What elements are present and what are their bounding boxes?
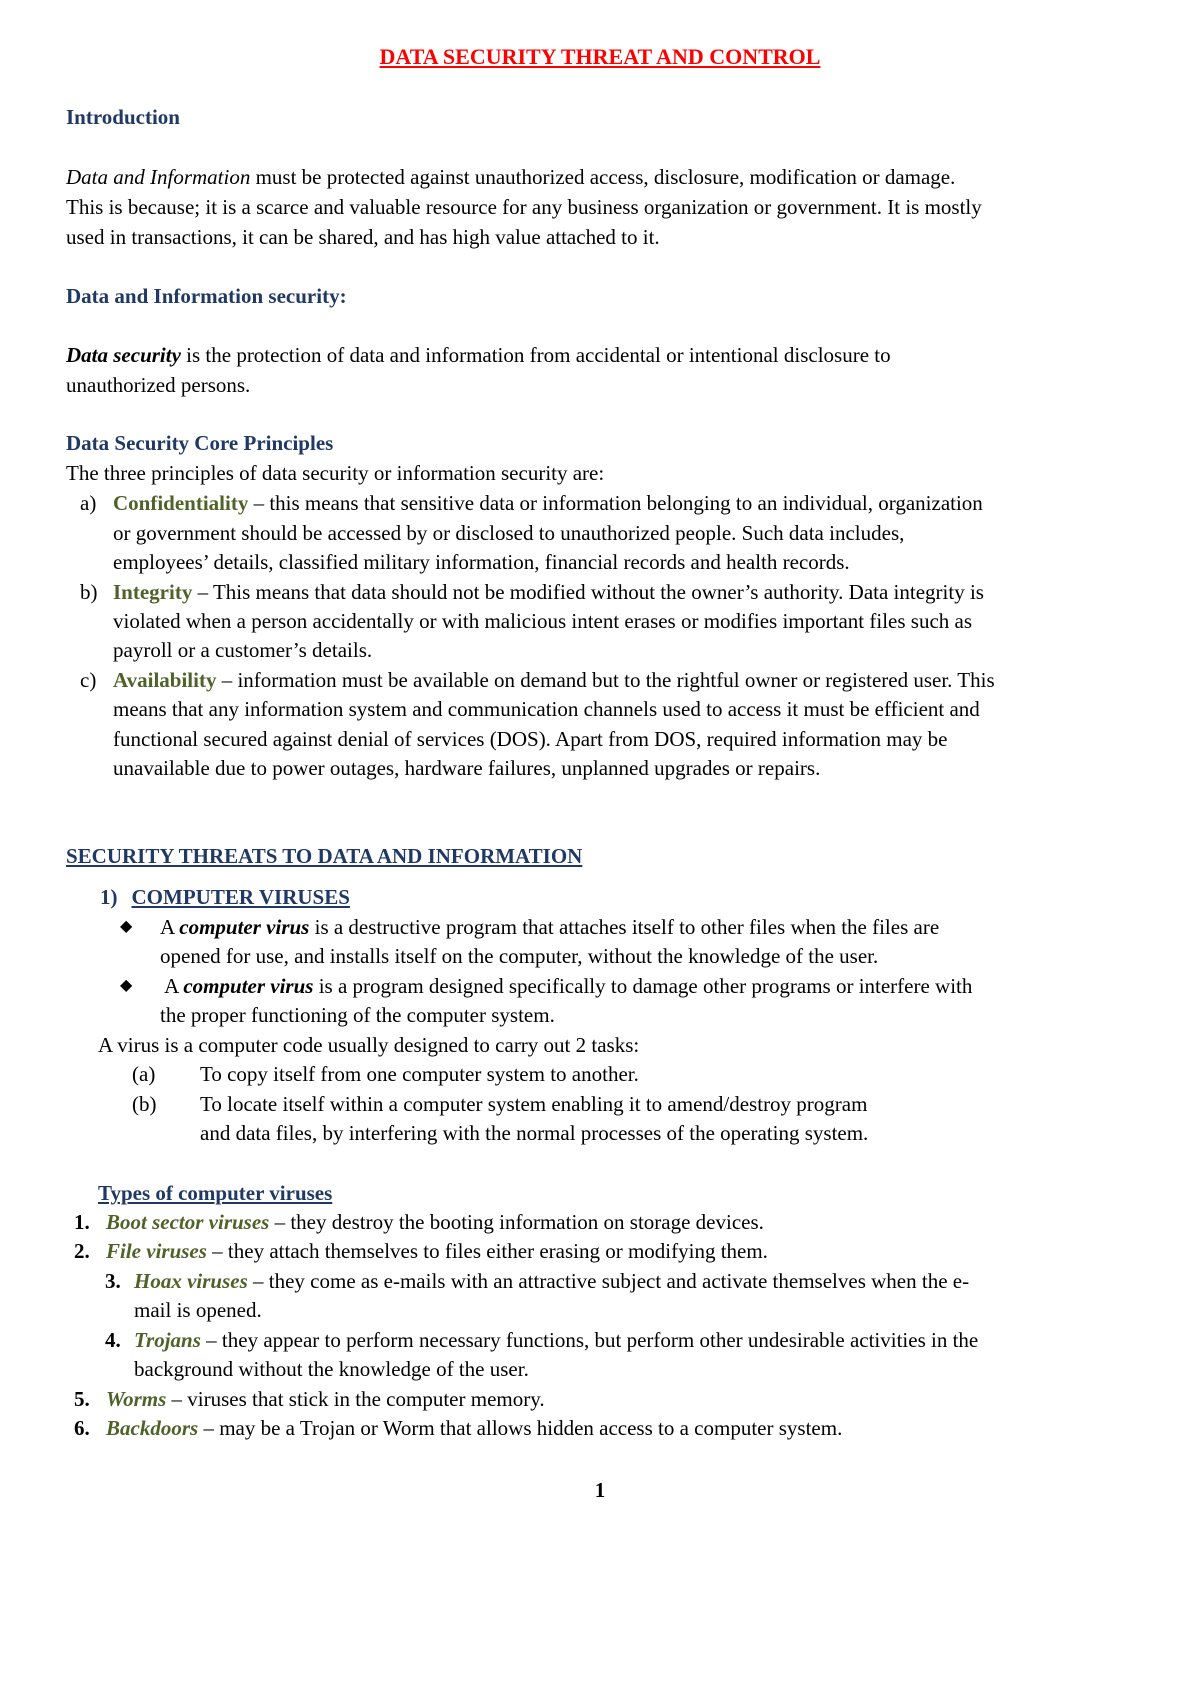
virus-type-text: – they appear to perform necessary functions, but perform other undesirable activities in the <box>200 1328 979 1352</box>
viruses-heading-text: COMPUTER VIRUSES <box>131 885 350 909</box>
virus-type-term: Backdoors <box>106 1416 199 1440</box>
virus-definition <box>160 914 939 940</box>
document-title: DATA SECURITY THREAT AND CONTROL <box>379 44 821 69</box>
principles-intro: The three principles of data security or information security are: <box>66 461 605 485</box>
types-heading: Types of computer viruses <box>98 1181 333 1205</box>
tasks-intro: A virus is a computer code usually designed to carry out 2 tasks: <box>98 1033 640 1057</box>
bullet-text: is a program designed specifically to damage other programs or interfere with <box>313 974 973 998</box>
security-heading: Data and Information security: <box>66 284 347 308</box>
diamond-bullet-icon: ◆ <box>120 977 133 994</box>
principle-line: functional secured against denial of services (DOS). Apart from DOS, required information may be <box>113 727 948 751</box>
intro-heading: Introduction <box>66 105 180 129</box>
principle-term: Integrity <box>113 580 193 604</box>
virus-type <box>134 1268 969 1294</box>
principle-line: unavailable due to power outages, hardware failures, unplanned upgrades or repairs. <box>113 756 821 780</box>
virus-type-text: – viruses that stick in the computer memory. <box>166 1387 545 1411</box>
principle-integrity <box>113 579 984 605</box>
virus-type-term: Hoax viruses <box>134 1269 248 1293</box>
principle-text: – information must be available on demand but to the rightful owner or registered user. This <box>216 668 995 692</box>
principle-marker: a) <box>80 491 97 515</box>
security-line-1-text: is the protection of data and information from accidental or intentional disclosure to <box>180 343 891 367</box>
bullet-term: computer virus <box>183 974 314 998</box>
type-number: 3. <box>105 1269 121 1293</box>
bullet-prefix: A <box>160 974 184 998</box>
virus-type-term: Worms <box>106 1387 167 1411</box>
virus-type-term: File viruses <box>106 1239 207 1263</box>
virus-type-line: background without the knowledge of the user. <box>134 1357 529 1381</box>
principle-text: – this means that sensitive data or information belonging to an individual, organization <box>248 491 983 515</box>
principle-line: payroll or a customer’s details. <box>113 638 373 662</box>
task-marker: (b) <box>132 1092 157 1116</box>
diamond-bullet-icon: ◆ <box>120 918 133 935</box>
intro-line-1 <box>66 164 955 190</box>
principle-term: Confidentiality <box>113 491 249 515</box>
virus-definition <box>160 973 972 999</box>
security-term: Data security <box>66 343 181 367</box>
principle-confidentiality <box>113 490 983 516</box>
security-line-2: unauthorized persons. <box>66 373 251 397</box>
principle-term: Availability <box>113 668 217 692</box>
virus-type-text: – they come as e-mails with an attractive subject and activate themselves when the e- <box>247 1269 970 1293</box>
principle-marker: b) <box>80 580 98 604</box>
virus-type <box>106 1209 764 1235</box>
bullet-line: opened for use, and installs itself on the computer, without the knowledge of the user. <box>160 944 879 968</box>
principle-line: violated when a person accidentally or with malicious intent erases or modifies important files such as <box>113 609 973 633</box>
task-line: To copy itself from one computer system to another. <box>200 1062 639 1086</box>
bullet-prefix: A <box>160 915 180 939</box>
principles-heading: Data Security Core Principles <box>66 431 334 455</box>
intro-line-1-text: must be protected against unauthorized access, disclosure, modification or damage. <box>250 165 956 189</box>
principle-line: employees’ details, classified military information, financial records and health records. <box>113 550 850 574</box>
type-number: 4. <box>105 1328 121 1352</box>
bullet-term: computer virus <box>179 915 310 939</box>
type-number: 1. <box>74 1210 90 1234</box>
type-number: 5. <box>74 1387 90 1411</box>
virus-type-text: – they attach themselves to files either erasing or modifying them. <box>206 1239 768 1263</box>
principle-marker: c) <box>80 668 97 692</box>
virus-type-text: – they destroy the booting information on storage devices. <box>269 1210 764 1234</box>
virus-type-text: – may be a Trojan or Worm that allows hidden access to a computer system. <box>198 1416 843 1440</box>
task-marker: (a) <box>132 1062 156 1086</box>
threats-heading: SECURITY THREATS TO DATA AND INFORMATION <box>66 844 583 868</box>
principle-line: means that any information system and communication channels used to access it must be efficient and <box>113 697 980 721</box>
principle-text: – This means that data should not be modified without the owner’s authority. Data integrity is <box>192 580 984 604</box>
page-number: 1 <box>594 1478 606 1502</box>
intro-lead-term: Data and Information <box>66 165 251 189</box>
task-line: To locate itself within a computer system enabling it to amend/destroy program <box>200 1092 868 1116</box>
virus-type <box>106 1238 768 1264</box>
viruses-heading-number: 1) <box>100 885 118 909</box>
intro-line-3: used in transactions, it can be shared, and has high value attached to it. <box>66 225 660 249</box>
viruses-heading <box>100 884 350 910</box>
virus-type-term: Boot sector viruses <box>106 1210 270 1234</box>
virus-type <box>106 1415 842 1441</box>
intro-line-2: This is because; it is a scarce and valuable resource for any business organization or government. It is mostly <box>66 195 982 219</box>
type-number: 2. <box>74 1239 90 1263</box>
task-line: and data files, by interfering with the normal processes of the operating system. <box>200 1121 869 1145</box>
bullet-line: the proper functioning of the computer system. <box>160 1003 555 1027</box>
virus-type-line: mail is opened. <box>134 1298 262 1322</box>
security-line-1 <box>66 342 891 368</box>
virus-type <box>134 1327 978 1353</box>
virus-type-term: Trojans <box>134 1328 201 1352</box>
principle-line: or government should be accessed by or disclosed to unauthorized people. Such data includes, <box>113 521 905 545</box>
principle-availability <box>113 667 995 693</box>
bullet-text: is a destructive program that attaches itself to other files when the files are <box>309 915 940 939</box>
virus-type <box>106 1386 545 1412</box>
type-number: 6. <box>74 1416 90 1440</box>
